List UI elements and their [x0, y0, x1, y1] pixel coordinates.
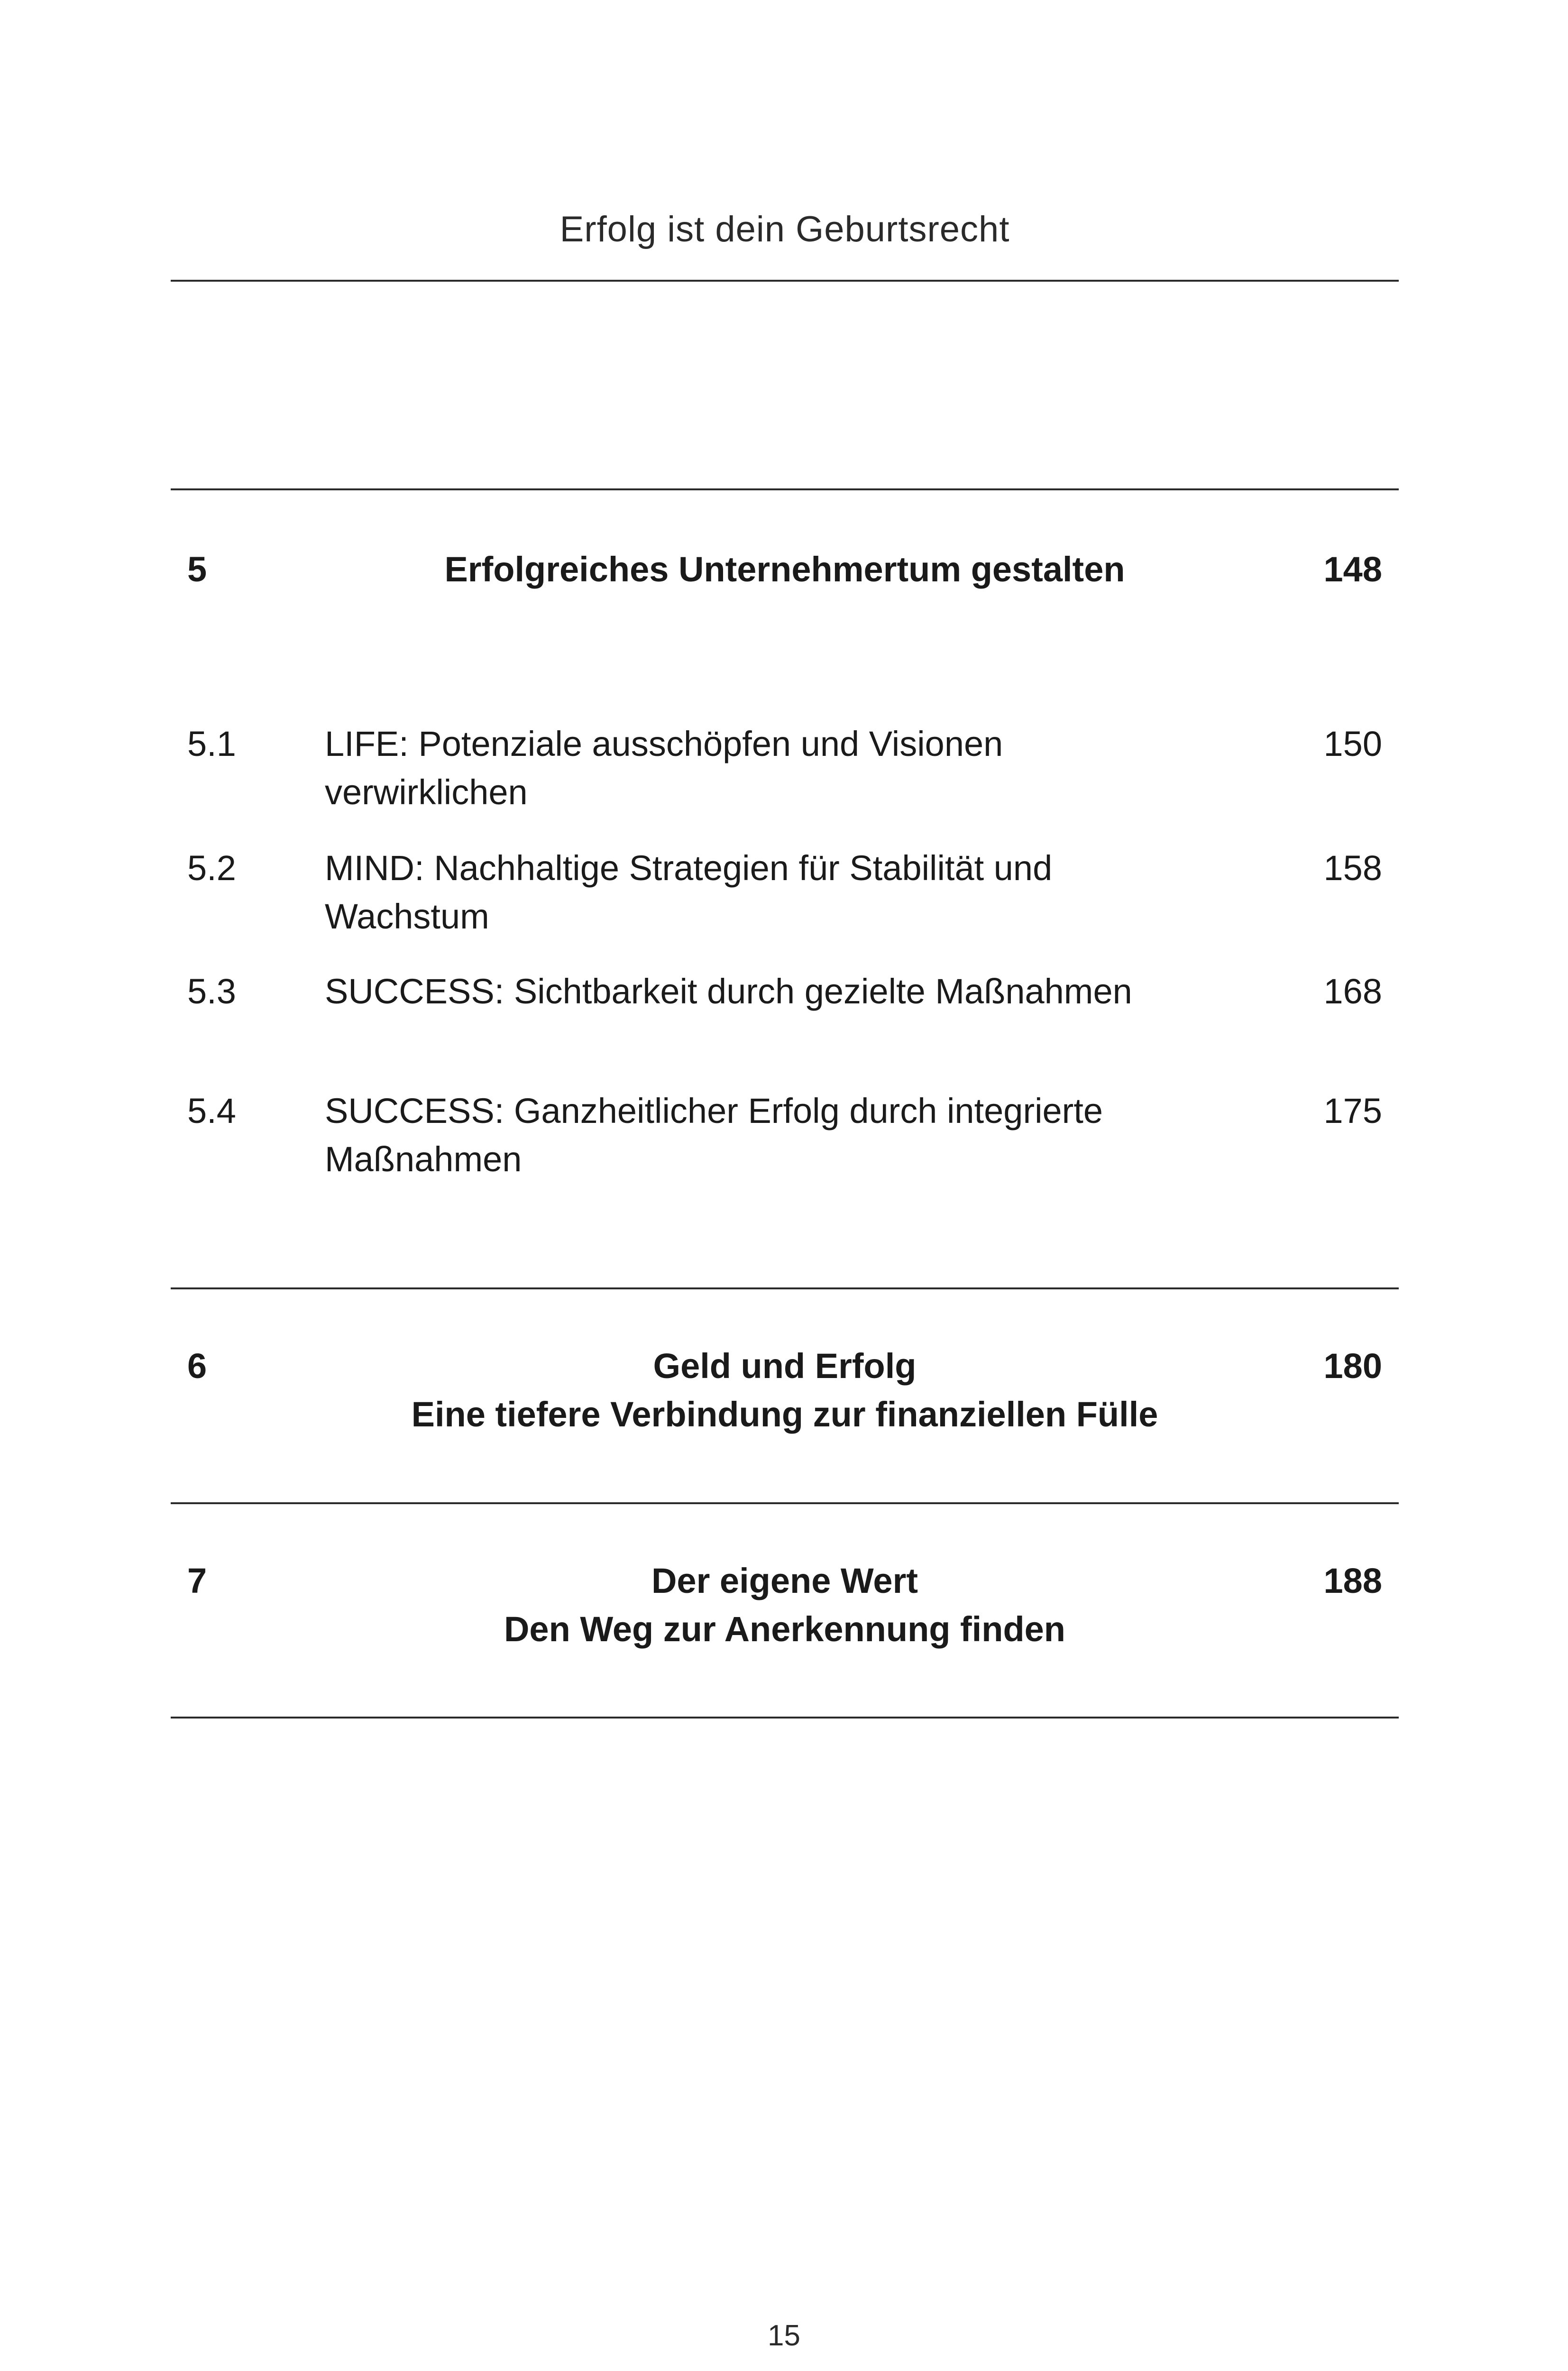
- chapter-number: 7: [187, 1561, 207, 1600]
- section-number: 5.1: [187, 724, 236, 763]
- chapter-page: 180: [1323, 1346, 1382, 1386]
- chapter-subtitle-line: Eine tiefere Verbindung zur finanziellen Fülle: [411, 1395, 1158, 1434]
- section-page: 168: [1323, 972, 1382, 1011]
- section-title-line: LIFE: Potenziale ausschöpfen und Visionen: [325, 724, 1003, 763]
- toc-section-5-3[interactable]: [171, 967, 1399, 1016]
- section-title-line: SUCCESS: Sichtbarkeit durch gezielte Maßnahmen: [325, 972, 1132, 1011]
- chapter-title: [171, 1342, 1399, 1439]
- section-title-line: Wachstum: [325, 897, 489, 936]
- chapter-5-top-rule: [171, 488, 1399, 490]
- section-title: [325, 967, 1226, 1016]
- section-number: 5.2: [187, 848, 236, 888]
- chapter-page: 188: [1323, 1561, 1382, 1600]
- section-number: 5.3: [187, 972, 236, 1011]
- section-title: [325, 1087, 1226, 1184]
- toc-chapter-5[interactable]: [171, 545, 1399, 594]
- section-title-line: MIND: Nachhaltige Strategien für Stabilität und: [325, 848, 1053, 888]
- toc-section-5-2[interactable]: [171, 844, 1399, 941]
- chapter-title-line: Geld und Erfolg: [653, 1346, 917, 1386]
- section-title-line: SUCCESS: Ganzheitlicher Erfolg durch integrierte: [325, 1091, 1103, 1130]
- chapter-title: [171, 1557, 1399, 1654]
- toc-section-5-4[interactable]: [171, 1087, 1399, 1184]
- chapter-subtitle-line: Den Weg zur Anerkennung finden: [504, 1609, 1066, 1649]
- toc-chapter-6[interactable]: [171, 1342, 1399, 1439]
- chapter-title: Erfolgreiches Unternehmertum gestalten: [444, 550, 1125, 589]
- chapter-number: 6: [187, 1346, 207, 1386]
- section-number: 5.4: [187, 1091, 236, 1130]
- toc-section-5-1[interactable]: [171, 720, 1399, 817]
- section-page: 175: [1323, 1091, 1382, 1130]
- page-number: 15: [768, 2319, 800, 2352]
- section-page: 150: [1323, 724, 1382, 763]
- chapter-number: 5: [187, 550, 207, 589]
- running-header: Erfolg ist dein Geburtsrecht: [559, 209, 1010, 249]
- header-rule: [171, 280, 1399, 282]
- chapter-page: 148: [1323, 550, 1382, 589]
- toc-chapter-7[interactable]: [171, 1557, 1399, 1654]
- toc-bottom-rule: [171, 1717, 1399, 1719]
- chapter-7-top-rule: [171, 1502, 1399, 1504]
- chapter-6-top-rule: [171, 1287, 1399, 1289]
- section-title: [325, 720, 1226, 817]
- section-title-line: verwirklichen: [325, 772, 528, 812]
- section-title: [325, 844, 1226, 941]
- chapter-title-line: Der eigene Wert: [651, 1561, 918, 1600]
- section-title-line: Maßnahmen: [325, 1140, 522, 1179]
- section-page: 158: [1323, 848, 1382, 888]
